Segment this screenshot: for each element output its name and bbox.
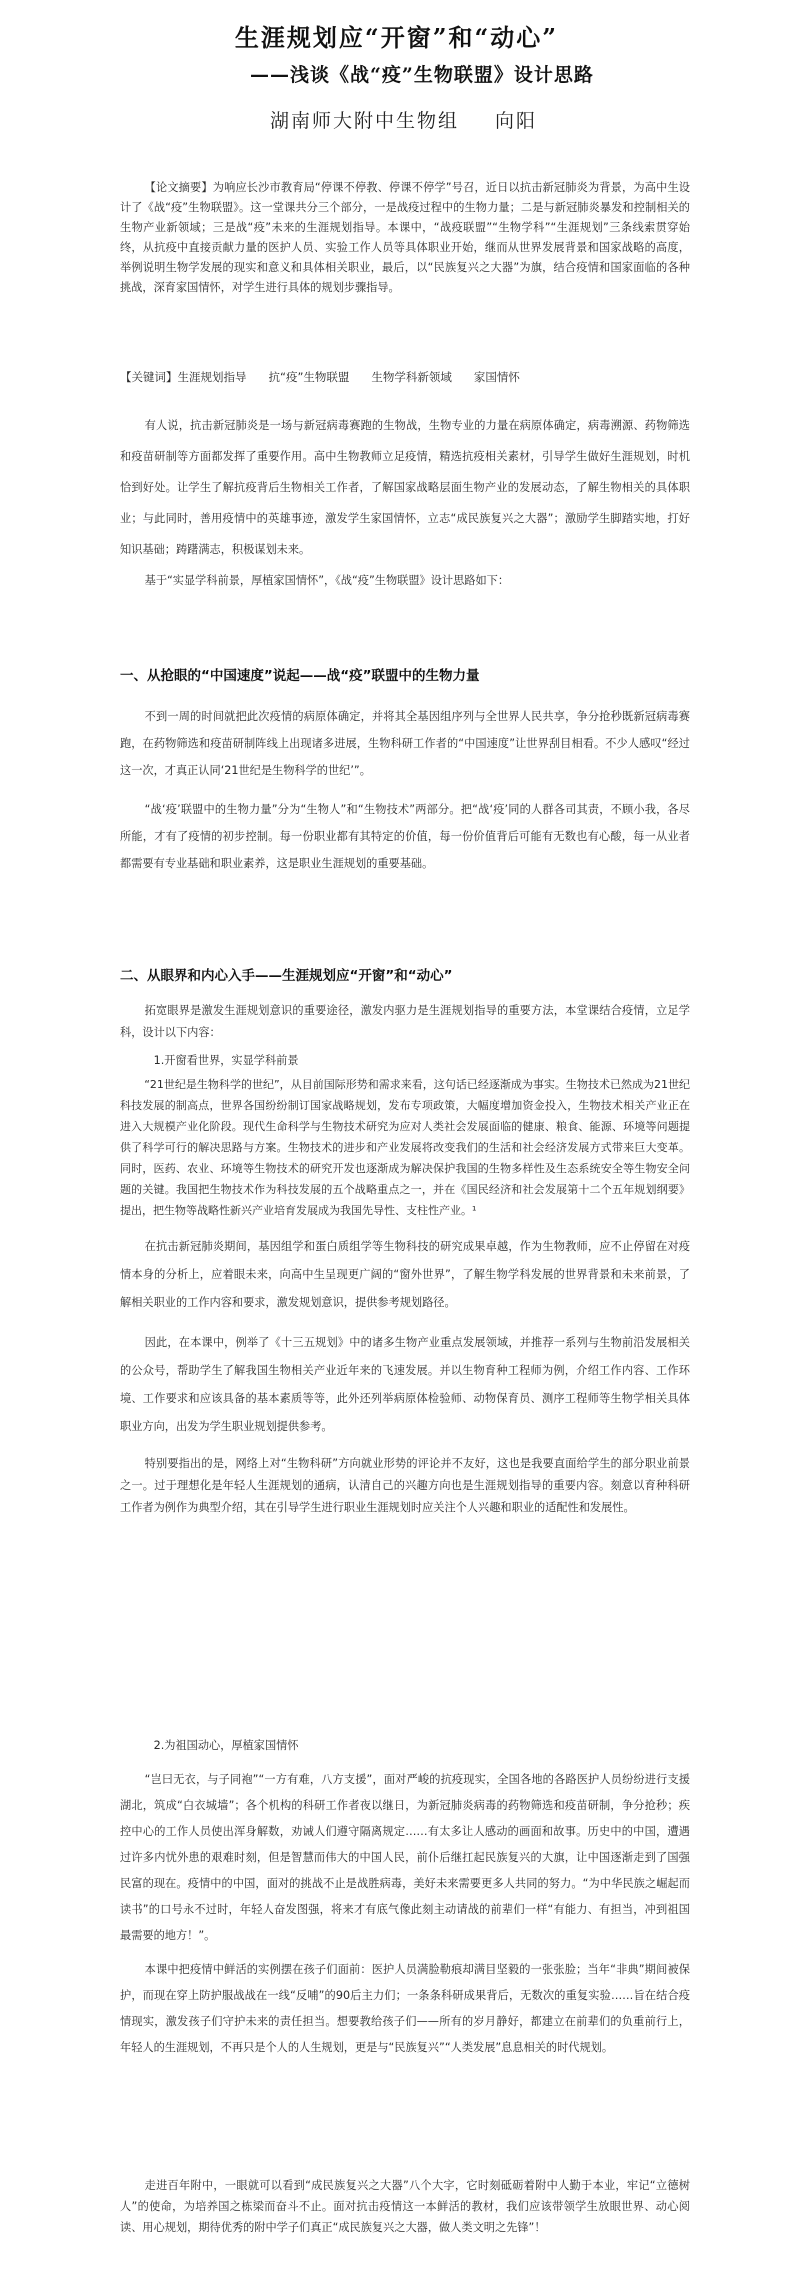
- ending-block: [120, 2175, 690, 2238]
- article-subtitle: ——浅谈《战“疫”生物联盟》设计思路: [250, 64, 594, 86]
- keywords-block: [120, 367, 690, 387]
- section-2-paragraph: 特别要指出的是，网络上对“生物科研”方向就业形势的评论并不友好，这也是我要直面给学生的部分职业前景之一。过于理想化是年轻人生涯规划的通病，认清自己的兴趣方向也是生涯规划指导的重要内容。刻意以育种科研工作者为例作为典型介绍，其在引导学生进行职业生涯规划时应关注个人兴趣和职业的适配性和发展性。: [120, 1457, 690, 1514]
- intro-block: [120, 410, 690, 596]
- keyword-item: 家国情怀: [473, 370, 520, 384]
- intro-paragraph: 基于“实显学科前景，厚植家国情怀”，《战“疫”生物联盟》设计思路如下：: [144, 574, 510, 587]
- section-2-intro: 拓宽眼界是激发生涯规划意识的重要途径，激发内驱力是生涯规划指导的重要方法，本堂课结合疫情，立足学科，设计以下内容：: [120, 1004, 690, 1039]
- author-line: [270, 106, 537, 133]
- section-2-paragraph: 在抗击新冠肺炎期间，基因组学和蛋白质组学等生物科技的研究成果卓越，作为生物教师，应不止停留在对疫情本身的分析上，应着眼未来，向高中生呈现更广阔的“窗外世界”，了解生物学科发展的世界背景和未来前景，了解相关职业的工作内容和要求，激发规划意识，提供参考规划路径。: [120, 1240, 690, 1309]
- author-name: 向阳: [495, 110, 538, 132]
- section-3-paragraph: 本课中把疫情中鲜活的实例摆在孩子们面前：医护人员满脸勒痕却满目坚毅的一张张脸；当年“非典”期间被保护，而现在穿上防护服战战在一线“反哺”的90后主力们；一条条科研成果背后，无数次的重复实验……旨在结合疫情现实，激发孩子们守护未来的责任担当。想要教给孩子们——所有的岁月静好，都建立在前辈们的负重前行上，年轻人的生涯规划，不再只是个人的人生规划，更是与“民族复兴”“人类发展”息息相关的时代规划。: [120, 1963, 690, 2054]
- keyword-item: 生物学科新领域: [371, 370, 452, 384]
- section-2-paragraph: “21世纪是生物科学的世纪”，从目前国际形势和需求来看，这句话已经逐渐成为事实。生物技术已然成为21世纪科技发展的制高点，世界各国纷纷制订国家战略规划，发布专项政策，大幅度增加资金投入，生物技术相关产业正在进入大规模产业化阶段。现代生命科学与生物技术研究为应对人类社会发展面临的健康、粮食、能源、环境等问题提供了科学可行的解决思路与方案。生物技术的进步和产业发展将改变我们的生活和社会经济发展方式带来巨大变革。同时，医药、农业、环境等生物技术的研究开发也逐渐成为解决保护我国的生物多样性及生态系统安全等生物安全问题的关键。我国把生物技术作为科技发展的五个战略重点之一，并在《国民经济和社会发展第十二个五年规划纲要》提出，把生物等战略性新兴产业培育发展成为我国先导性、支柱性产业。¹: [120, 1078, 690, 1217]
- intro-paragraph: 有人说，抗击新冠肺炎是一场与新冠病毒赛跑的生物战，生物专业的力量在病原体确定，病毒溯源、药物筛选和疫苗研制等方面都发挥了重要作用。高中生物教师立足疫情，精选抗疫相关素材，引导学生做好生涯规划，时机恰到好处。让学生了解抗疫背后生物相关工作者，了解国家战略层面生物产业的发展动态，了解生物相关的具体职业；与此同时，善用疫情中的英雄事迹，激发学生家国情怀，立志“成民族复兴之大器”；激励学生脚踏实地，打好知识基础；踌躇满志，积极谋划未来。: [120, 419, 690, 556]
- subsection-2-heading: 2.为祖国动心，厚植家国情怀: [153, 1739, 299, 1752]
- keywords-label: 【关键词】: [120, 370, 178, 384]
- section-2-body: [120, 1000, 690, 1519]
- section-1-paragraph: “战‘疫’联盟中的生物力量”分为“生物人”和“生物技术”两部分。把“战‘疫’同的人群各司其责，不顾小我，各尽所能，才有了疫情的初步控制。每一份职业都有其特定的价值，每一份价值背后可能有无数也有心酸，每一从业者都需要有专业基础和职业素养，这是职业生涯规划的重要基础。: [120, 803, 690, 870]
- abstract-block: [120, 178, 690, 298]
- section-1-heading: 一、从抢眼的“中国速度”说起——战“疫”联盟中的生物力量: [120, 668, 480, 684]
- section-1-body: [120, 703, 690, 877]
- keyword-item: 生涯规划指导: [177, 370, 247, 384]
- subsection-1-heading: 1.开窗看世界，实显学科前景: [153, 1054, 299, 1067]
- keyword-item: 抗“疫”生物联盟: [268, 370, 350, 384]
- article-title: 生涯规划应“开窗”和“动心”: [234, 23, 559, 52]
- section-3-body: [120, 1733, 690, 2061]
- author-org: 湖南师大附中生物组: [270, 110, 460, 132]
- abstract-text: 【论文摘要】为响应长沙市教育局“停课不停教、停课不停学”号召，近日以抗击新冠肺炎为背景，为高中生设计了《战“疫”生物联盟》。这一堂课共分三个部分，一是战疫过程中的生物力量；二是与新冠肺炎暴发和控制相关的生物产业新领域；三是战“疫”未来的生涯规划指导。本课中，“战疫联盟”“生物学科”“生涯规划”三条线索贯穿始终，从抗疫中直接贡献力量的医护人员、实验工作人员等具体职业开始，继而从世界发展背景和国家战略的高度，举例说明生物学发展的现实和意义和具体相关职业，最后，以“民族复兴之大器”为旗，结合疫情和国家面临的各种挑战，深育家国情怀，对学生进行具体的规划步骤指导。: [120, 181, 690, 294]
- section-2-paragraph: 因此，在本课中，例举了《十三五规划》中的诸多生物产业重点发展领域，并推荐一系列与生物前沿发展相关的公众号，帮助学生了解我国生物相关产业近年来的飞速发展。并以生物育种工程师为例，介绍工作内容、工作环境、工作要求和应该具备的基本素质等等，此外还列举病原体检验师、动物保育员、测序工程师等生物学相关具体职业方向，出发为学生职业规划提供参考。: [120, 1336, 690, 1433]
- section-3-paragraph: “岂曰无衣，与子同袍”“一方有难，八方支援”，面对严峻的抗疫现实，全国各地的各路医护人员纷纷进行支援湖北，筑成“白衣城墙”；各个机构的科研工作者夜以继日，为新冠肺炎病毒的药物筛选和疫苗研制，争分抢秒；疾控中心的工作人员使出浑身解数，劝诫人们遵守隔离规定……有太多让人感动的画面和故事。历史中的中国，遭遇过许多内忧外患的艰难时刻，但是智慧而伟大的中国人民，前仆后继扛起民族复兴的大旗，让中国逐渐走到了国强民富的现在。疫情中的中国，面对的挑战不止是战胜病毒，美好未来需要更多人共同的努力。“为中华民族之崛起而读书”的口号永不过时，年轻人奋发图强，将来才有底气像此刻主动请战的前辈们一样“有能力、有担当，冲到祖国最需要的地方！”。: [120, 1773, 690, 1942]
- section-2-heading: 二、从眼界和内心入手——生涯规划应“开窗”和“动心”: [120, 968, 453, 984]
- section-1-paragraph: 不到一周的时间就把此次疫情的病原体确定，并将其全基因组序列与全世界人民共享，争分抢秒既新冠病毒赛跑，在药物筛选和疫苗研制阵线上出现诸多进展，生物科研工作者的“中国速度”让世界刮目相看。不少人感叹“经过这一次，才真正认同‘21世纪是生物科学的世纪’”。: [120, 710, 690, 777]
- ending-paragraph: 走进百年附中，一眼就可以看到“成民族复兴之大器”八个大字，它时刻砥砺着附中人勤于本业，牢记“立德树人”的使命，为培养国之栋梁而奋斗不止。面对抗击疫情这一本鲜活的教材，我们应该带领学生放眼世界、动心阅读、用心规划，期待优秀的附中学子们真正“成民族复兴之大器，做人类文明之先锋”！: [120, 2179, 690, 2234]
